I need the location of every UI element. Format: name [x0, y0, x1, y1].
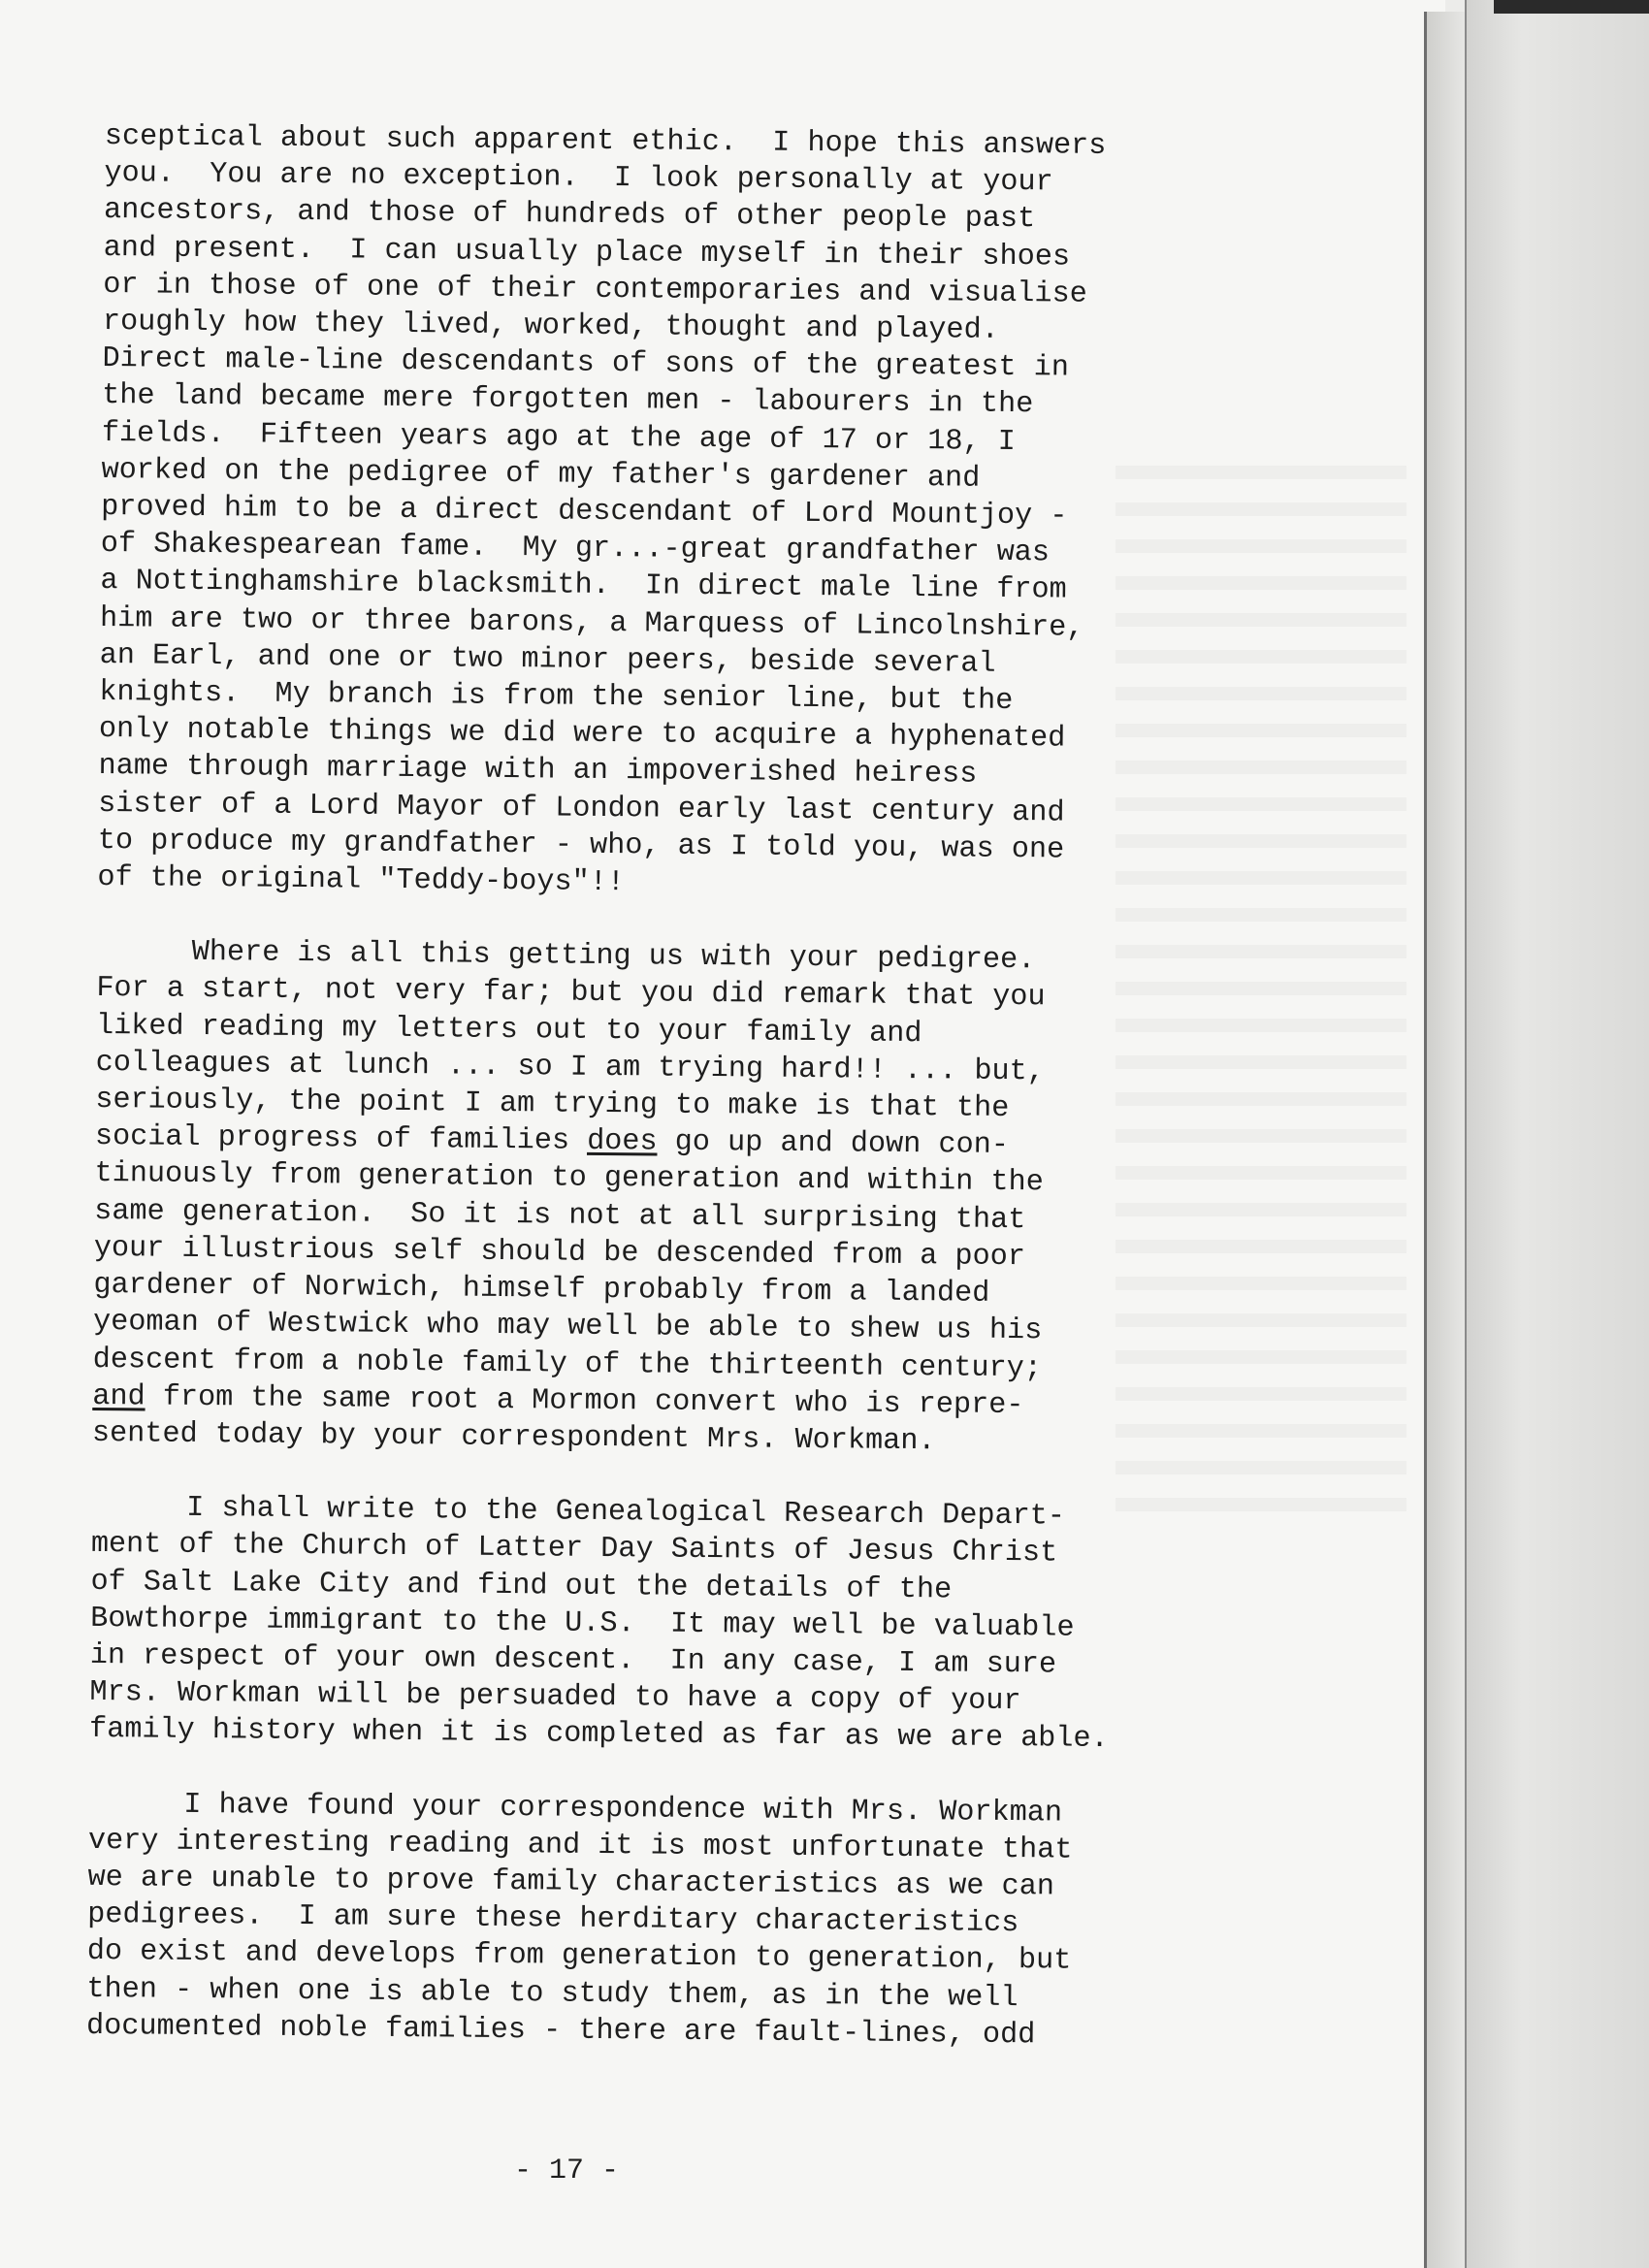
text-line: family history when it is completed as far as we are able.: [88, 1713, 1109, 1757]
page-edge-shadow: [1424, 12, 1468, 2268]
text-segment: go up and down con-: [657, 1125, 1010, 1163]
text-line: the land became mere forgotten men - labourers in the: [102, 379, 1034, 422]
text-line: gardener of Norwich, himself probably from a landed: [93, 1269, 990, 1311]
text-line: an Earl, and one or two minor peers, beside several: [99, 638, 996, 681]
text-line: of Shakespearean fame. My gr...-great grandfather was: [100, 528, 1051, 570]
text-line: tinuously from generation to generation and within the: [94, 1157, 1044, 1200]
text-line: I have found your correspondence with Mrs. Workman: [183, 1788, 1063, 1831]
text-line: ment of the Church of Latter Day Saints of Jesus Christ: [90, 1528, 1058, 1571]
text-line: same generation. So it is not at all surprising that: [94, 1194, 1026, 1237]
paragraph-4: [86, 1785, 1234, 2056]
text-line: yeoman of Westwick who may well be able to shew us his: [92, 1306, 1043, 1348]
paragraph-2: [92, 933, 1242, 1463]
text-line: Direct male-line descendants of sons of the greatest in: [102, 342, 1070, 385]
text-line: him are two or three barons, a Marquess of Lincolnshire,: [99, 601, 1084, 645]
page-number: - 17 -: [514, 2155, 620, 2187]
text-line: or in those of one of their contemporaries and visualise: [103, 268, 1087, 311]
text-line: colleagues at lunch ... so I am trying hard!! ... but,: [95, 1046, 1046, 1089]
text-line: pedigrees. I am sure these herditary characteristics: [87, 1898, 1019, 1941]
text-line: do exist and develops from generation to generation, but: [86, 1935, 1072, 1978]
text-line: a Nottinghamshire blacksmith. In direct male line from: [100, 565, 1067, 607]
underlined-word: does: [586, 1125, 658, 1159]
text-line: sceptical about such apparent ethic. I hope this answers: [104, 119, 1107, 163]
text-line: only notable things we did were to acquire a hyphenated: [98, 713, 1066, 756]
text-line: knights. My branch is from the senior line, but the: [99, 676, 1014, 719]
typed-letter-text: [86, 118, 1249, 2056]
text-line: of the original "Teddy-boys"!!: [97, 861, 626, 900]
paragraph-1: [97, 118, 1249, 908]
text-line: to produce my grandfather - who, as I told you, was one: [97, 824, 1065, 867]
text-line: roughly how they lived, worked, thought and played.: [102, 306, 999, 347]
text-line: worked on the pedigree of my father's gardener and: [101, 453, 981, 496]
text-line: For a start, not very far; but you did remark that you: [96, 972, 1046, 1015]
text-line: your illustrious self should be descended from a poor: [93, 1231, 1026, 1275]
text-segment: social progress of families: [94, 1120, 588, 1159]
text-line: documented noble families - there are fault-lines, odd: [85, 2009, 1036, 2053]
text-line: you. You are no exception. I look personally at your: [104, 157, 1053, 200]
text-line: and present. I can usually place myself in their shoes: [103, 231, 1071, 275]
text-line: Mrs. Workman will be persuaded to have a copy of your: [89, 1676, 1021, 1719]
text-line: of Salt Lake City and find out the details of the: [90, 1565, 953, 1606]
binding-edge: [1465, 0, 1649, 2268]
text-line: sented today by your correspondent Mrs. Workman.: [91, 1416, 936, 1459]
text-segment: from the same root a Mormon convert who is repre-: [145, 1380, 1024, 1422]
text-line: we are unable to prove family characteristics as we can: [87, 1861, 1055, 1904]
scanner-shadow: [1494, 0, 1649, 14]
text-line: Bowthorpe immigrant to the U.S. It may well be valuable: [89, 1602, 1075, 1645]
paragraph-3: [89, 1489, 1237, 1760]
text-line: in respect of your own descent. In any case, I am sure: [89, 1638, 1057, 1682]
text-line: I shall write to the Genealogical Research Depart-: [186, 1491, 1066, 1534]
text-line: ancestors, and those of hundreds of other people past: [103, 194, 1036, 237]
text-line: fields. Fifteen years ago at the age of 17 or 18, I: [101, 416, 1017, 459]
underlined-word: and: [92, 1379, 146, 1414]
text-line: very interesting reading and it is most unfortunate that: [87, 1824, 1073, 1867]
text-line: name through marriage with an impoverished heiress: [98, 750, 978, 793]
text-line: sister of a Lord Mayor of London early last century and: [98, 787, 1065, 830]
text-line: proved him to be a direct descendant of Lord Mountjoy -: [100, 491, 1068, 534]
text-line: seriously, the point I am trying to make is that the: [95, 1084, 1010, 1126]
text-line: liked reading my letters out to your family and: [95, 1009, 922, 1051]
text-line: then - when one is able to study them, as in the well: [86, 1972, 1018, 2015]
text-line: Where is all this getting us with your pedigree.: [191, 936, 1036, 978]
text-line: descent from a noble family of the thirteenth century;: [92, 1343, 1043, 1385]
